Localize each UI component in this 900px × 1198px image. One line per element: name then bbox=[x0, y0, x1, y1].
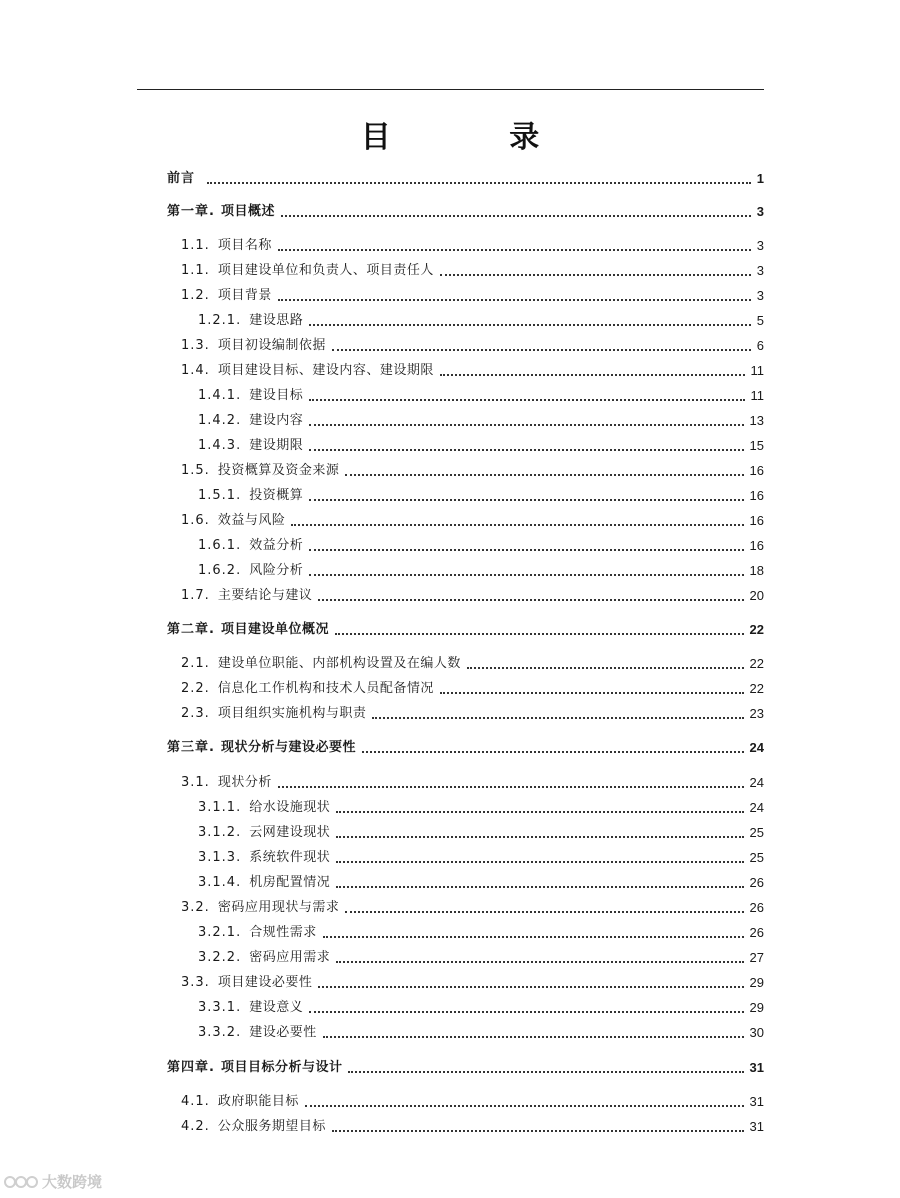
toc-entry-number: 1.6. bbox=[181, 513, 210, 528]
toc-entry-number: 第三章. bbox=[167, 740, 215, 755]
toc-entry-number: 1.1. bbox=[181, 238, 210, 253]
toc-entry-number: 3.1.1. bbox=[198, 800, 242, 815]
toc-entry[interactable] bbox=[181, 1116, 764, 1136]
toc-page-number: 3 bbox=[756, 204, 764, 219]
toc-entry-title: 效益分析 bbox=[249, 538, 304, 553]
toc-dot-leader bbox=[278, 249, 751, 251]
toc-entry-title: 密码应用现状与需求 bbox=[217, 900, 340, 915]
toc-entry-title: 合规性需求 bbox=[249, 925, 317, 940]
toc-page-number: 30 bbox=[749, 1025, 764, 1040]
toc-dot-leader bbox=[323, 1036, 744, 1038]
toc-entry-number: 1.4.3. bbox=[198, 438, 242, 453]
toc-entry-number: 3.2.2. bbox=[198, 950, 242, 965]
toc-entry-number: 第二章. bbox=[167, 622, 215, 637]
toc-entry-number: 3.3.1. bbox=[198, 1000, 242, 1015]
toc-dot-leader bbox=[336, 961, 743, 963]
toc-entry[interactable] bbox=[181, 653, 764, 673]
toc-dot-leader bbox=[309, 399, 744, 401]
toc-entry[interactable] bbox=[181, 678, 764, 698]
toc-page-number: 18 bbox=[749, 563, 764, 578]
toc-page-number: 3 bbox=[756, 263, 764, 278]
toc-entry[interactable] bbox=[181, 335, 764, 355]
toc-entry-number: 1.3. bbox=[181, 338, 210, 353]
toc-dot-leader bbox=[278, 786, 744, 788]
watermark bbox=[4, 1171, 102, 1192]
toc-dot-leader bbox=[309, 449, 743, 451]
toc-dot-leader bbox=[291, 524, 743, 526]
toc-entry[interactable] bbox=[198, 847, 764, 867]
toc-dot-leader bbox=[440, 692, 744, 694]
toc-page-number: 27 bbox=[749, 950, 764, 965]
toc-entry[interactable] bbox=[198, 385, 764, 405]
toc-entry-title: 建设目标 bbox=[249, 388, 304, 403]
toc-entry-title: 给水设施现状 bbox=[249, 800, 331, 815]
toc-entry-number: 3.3.2. bbox=[198, 1025, 242, 1040]
toc-dot-leader bbox=[348, 1071, 743, 1073]
toc-dot-leader bbox=[309, 424, 743, 426]
toc-page-number: 23 bbox=[749, 706, 764, 721]
toc-page-number: 3 bbox=[756, 238, 764, 253]
watermark-text: 大数跨境 bbox=[42, 1173, 103, 1191]
toc-entry-number: 2.2. bbox=[181, 681, 210, 696]
toc-page-number: 6 bbox=[756, 338, 764, 353]
toc-entry-title: 密码应用需求 bbox=[249, 950, 331, 965]
toc-entry[interactable] bbox=[181, 460, 764, 480]
toc-entry-title: 项目概述 bbox=[220, 204, 275, 219]
toc-entry[interactable] bbox=[181, 360, 764, 380]
toc-entry[interactable] bbox=[198, 560, 764, 580]
toc-entry-title: 系统软件现状 bbox=[249, 850, 331, 865]
toc-entry-title: 现状分析与建设必要性 bbox=[220, 740, 356, 755]
toc-entry[interactable] bbox=[198, 922, 764, 942]
toc-dot-leader bbox=[440, 274, 751, 276]
toc-entry[interactable] bbox=[198, 822, 764, 842]
toc-entry-title: 建设必要性 bbox=[249, 1025, 317, 1040]
toc-entry-number: 1.5.1. bbox=[198, 488, 242, 503]
toc-page-number: 31 bbox=[749, 1094, 764, 1109]
toc-entry-title: 项目组织实施机构与职责 bbox=[217, 706, 367, 721]
toc-page-number: 16 bbox=[749, 488, 764, 503]
toc-entry-number: 4.1. bbox=[181, 1094, 210, 1109]
toc-page-number: 24 bbox=[749, 775, 764, 790]
toc-entry[interactable] bbox=[167, 619, 764, 639]
toc-entry-number: 3.1. bbox=[181, 775, 210, 790]
toc-entry-number: 2.1. bbox=[181, 656, 210, 671]
toc-entry-title: 投资概算及资金来源 bbox=[217, 463, 340, 478]
toc-dot-leader bbox=[332, 349, 751, 351]
toc-entry-title: 建设意义 bbox=[249, 1000, 304, 1015]
toc-entry-number: 3.2.1. bbox=[198, 925, 242, 940]
toc-entry-number: 1.2.1. bbox=[198, 313, 242, 328]
toc-entry[interactable] bbox=[198, 872, 764, 892]
toc-page-number: 25 bbox=[749, 850, 764, 865]
toc-entry-number: 3.1.4. bbox=[198, 875, 242, 890]
toc-dot-leader bbox=[309, 499, 743, 501]
toc-entry[interactable] bbox=[181, 510, 764, 530]
toc-page-number: 11 bbox=[750, 388, 764, 403]
toc-entry[interactable] bbox=[198, 797, 764, 817]
toc-entry-title: 建设单位职能、内部机构设置及在编人数 bbox=[217, 656, 461, 671]
toc-entry-number: 1.4. bbox=[181, 363, 210, 378]
toc-dot-leader bbox=[318, 599, 743, 601]
toc-dot-leader bbox=[336, 836, 743, 838]
toc-entry-title: 现状分析 bbox=[217, 775, 272, 790]
toc-dot-leader bbox=[372, 717, 743, 719]
toc-entry-title: 云网建设现状 bbox=[249, 825, 331, 840]
toc-dot-leader bbox=[345, 474, 743, 476]
toc-entry[interactable] bbox=[198, 535, 764, 555]
toc-dot-leader bbox=[207, 182, 751, 184]
toc-entry-number: 3.3. bbox=[181, 975, 210, 990]
toc-dot-leader bbox=[309, 549, 743, 551]
toc-entry-number: 1.4.2. bbox=[198, 413, 242, 428]
toc-entry-title: 效益与风险 bbox=[217, 513, 286, 528]
toc-dot-leader bbox=[323, 936, 744, 938]
toc-entry-title: 项目建设单位和负责人、项目责任人 bbox=[217, 263, 434, 278]
toc-page-number: 29 bbox=[749, 1000, 764, 1015]
toc-dot-leader bbox=[336, 861, 743, 863]
toc-entry-title: 信息化工作机构和技术人员配备情况 bbox=[217, 681, 434, 696]
toc-entry-number: 1.5. bbox=[181, 463, 210, 478]
watermark-logo-icon bbox=[4, 1173, 38, 1191]
toc-entry-number: 2.3. bbox=[181, 706, 210, 721]
toc-dot-leader bbox=[336, 811, 743, 813]
toc-dot-leader bbox=[335, 633, 744, 635]
toc-dot-leader bbox=[309, 1011, 743, 1013]
toc-entry-title: 公众服务期望目标 bbox=[217, 1119, 326, 1134]
toc-entry-title: 建设内容 bbox=[249, 413, 304, 428]
toc-dot-leader bbox=[332, 1130, 744, 1132]
toc-dot-leader bbox=[318, 986, 743, 988]
toc-entry[interactable] bbox=[198, 1022, 764, 1042]
toc-entry-title: 主要结论与建议 bbox=[217, 588, 313, 603]
toc-entry[interactable] bbox=[167, 168, 764, 188]
toc-entry-title: 政府职能目标 bbox=[217, 1094, 299, 1109]
toc-entry[interactable] bbox=[181, 235, 764, 255]
toc-entry-title: 建设思路 bbox=[249, 313, 304, 328]
toc-entry-title: 建设期限 bbox=[249, 438, 304, 453]
toc-entry-number: 1.4.1. bbox=[198, 388, 242, 403]
toc-dot-leader bbox=[305, 1105, 744, 1107]
toc-page-number: 15 bbox=[749, 438, 764, 453]
toc-entry-title: 风险分析 bbox=[249, 563, 304, 578]
toc-entry[interactable] bbox=[198, 997, 764, 1017]
toc-entry-title: 项目名称 bbox=[217, 238, 272, 253]
toc-entry[interactable] bbox=[198, 310, 764, 330]
toc-entry-number: 3.1.2. bbox=[198, 825, 242, 840]
toc-entry[interactable] bbox=[167, 737, 764, 757]
toc-page-number: 22 bbox=[749, 656, 764, 671]
toc-page-number: 3 bbox=[756, 288, 764, 303]
toc-entry-number: 1.2. bbox=[181, 288, 210, 303]
toc-page-number: 31 bbox=[749, 1060, 764, 1075]
toc-entry[interactable] bbox=[181, 897, 764, 917]
toc-entry[interactable] bbox=[167, 201, 764, 221]
toc-page-number: 20 bbox=[749, 588, 764, 603]
toc-entry-title: 项目建设单位概况 bbox=[220, 622, 329, 637]
toc-page-number: 5 bbox=[756, 313, 764, 328]
toc-page-number: 24 bbox=[749, 800, 764, 815]
toc-entry-number: 1.6.1. bbox=[198, 538, 242, 553]
toc-entry-number: 前言 bbox=[167, 171, 196, 186]
toc-page-number: 13 bbox=[749, 413, 764, 428]
toc-entry[interactable] bbox=[181, 285, 764, 305]
toc-page-number: 11 bbox=[750, 363, 764, 378]
toc-dot-leader bbox=[345, 911, 743, 913]
toc-dot-leader bbox=[281, 215, 751, 217]
toc-entry[interactable] bbox=[181, 703, 764, 723]
toc-entry-title: 项目目标分析与设计 bbox=[220, 1060, 343, 1075]
toc-entry-number: 1.7. bbox=[181, 588, 210, 603]
toc-page-number: 16 bbox=[749, 538, 764, 553]
toc-page-number: 1 bbox=[756, 171, 764, 186]
toc-entry-number: 3.2. bbox=[181, 900, 210, 915]
toc-entry-number: 1.1. bbox=[181, 263, 210, 278]
toc-page-number: 31 bbox=[749, 1119, 764, 1134]
toc-dot-leader bbox=[362, 751, 744, 753]
toc-page-number: 22 bbox=[749, 681, 764, 696]
toc-entry-number: 4.2. bbox=[181, 1119, 210, 1134]
toc-entry[interactable] bbox=[181, 585, 764, 605]
toc-entry-number: 第四章. bbox=[167, 1060, 215, 1075]
toc-page-number: 26 bbox=[749, 925, 764, 940]
toc-entry-number: 1.6.2. bbox=[198, 563, 242, 578]
toc-dot-leader bbox=[278, 299, 751, 301]
toc-entry-number: 3.1.3. bbox=[198, 850, 242, 865]
toc-dot-leader bbox=[467, 667, 744, 669]
toc-page-number: 26 bbox=[749, 900, 764, 915]
toc-entry[interactable] bbox=[198, 410, 764, 430]
toc-page-number: 26 bbox=[749, 875, 764, 890]
toc-entry-title: 机房配置情况 bbox=[249, 875, 331, 890]
page-title: 目 录 bbox=[360, 120, 594, 155]
toc-dot-leader bbox=[336, 886, 743, 888]
toc-entry-title: 项目建设目标、建设内容、建设期限 bbox=[217, 363, 434, 378]
toc-entry-number: 第一章. bbox=[167, 204, 215, 219]
toc-entry[interactable] bbox=[167, 1057, 764, 1077]
toc-dot-leader bbox=[440, 374, 745, 376]
toc-entry[interactable] bbox=[181, 260, 764, 280]
toc-entry[interactable] bbox=[198, 485, 764, 505]
toc-page-number: 22 bbox=[749, 622, 764, 637]
toc-dot-leader bbox=[309, 324, 751, 326]
toc-entry-title: 投资概算 bbox=[249, 488, 304, 503]
toc-entry-title: 项目背景 bbox=[217, 288, 272, 303]
toc-entry[interactable] bbox=[181, 772, 764, 792]
toc-dot-leader bbox=[309, 574, 743, 576]
toc-page-number: 16 bbox=[749, 463, 764, 478]
toc-page-number: 29 bbox=[749, 975, 764, 990]
toc-entry-title: 项目初设编制依据 bbox=[217, 338, 326, 353]
toc-entry[interactable] bbox=[198, 435, 764, 455]
toc-page-number: 16 bbox=[749, 513, 764, 528]
toc-entry[interactable] bbox=[198, 947, 764, 967]
toc-entry-title: 项目建设必要性 bbox=[217, 975, 313, 990]
toc-page-number: 25 bbox=[749, 825, 764, 840]
toc-entry[interactable] bbox=[181, 972, 764, 992]
toc-page-number: 24 bbox=[749, 740, 764, 755]
toc-entry[interactable] bbox=[181, 1091, 764, 1111]
